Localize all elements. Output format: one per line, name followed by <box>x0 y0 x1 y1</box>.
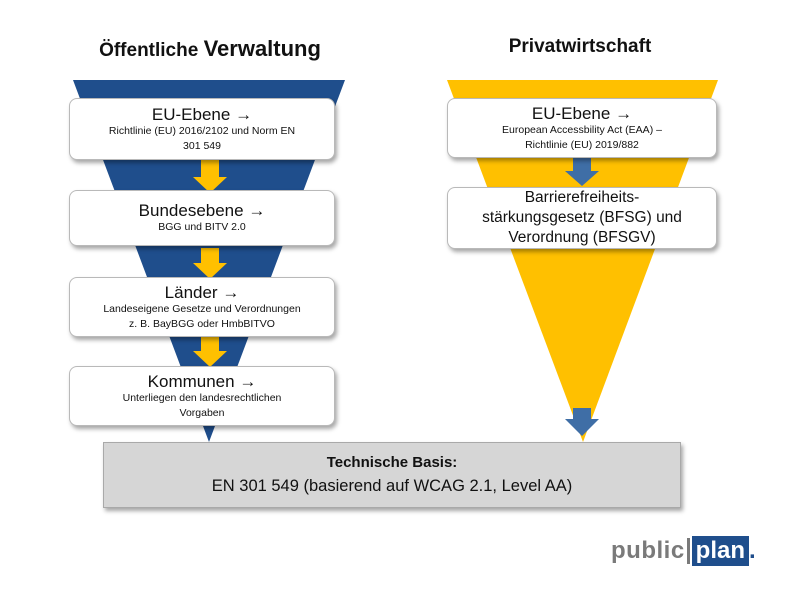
private-bfsg-line-2: stärkungsgesetz (BFSG) und <box>482 209 682 226</box>
arrow-right-icon: → <box>615 103 633 123</box>
public-federal-level-box <box>69 190 335 246</box>
public-title-main: Verwaltung <box>203 36 321 61</box>
private-eu-level-title: EU-Ebene <box>531 103 611 123</box>
public-states-level-box <box>69 277 335 337</box>
private-eu-level-sub-2: Richtlinie (EU) 2019/882 <box>525 138 639 151</box>
private-bfsg-line-3: Verordnung (BFSGV) <box>508 229 656 246</box>
private-bfsg-line-1: Barrierefreiheits- <box>524 189 640 206</box>
public-eu-level-title: EU-Ebene <box>151 104 231 124</box>
logo-text-plan: plan <box>692 536 749 566</box>
arrow-right-icon: → <box>235 104 253 124</box>
private-bfsg-box <box>447 187 717 249</box>
private-sector-title: Privatwirtschaft <box>508 36 652 57</box>
logo-dot: . <box>749 537 756 564</box>
public-states-level-sub-2: z. B. BayBGG oder HmbBITVO <box>129 317 275 330</box>
public-municipal-level-title: Kommunen <box>147 371 235 391</box>
private-eu-level-heading <box>532 104 632 123</box>
technical-basis-box <box>103 442 681 508</box>
public-municipal-level-heading <box>148 372 257 391</box>
arrow-right-icon: → <box>222 282 240 302</box>
logo-text-public: public <box>611 537 685 564</box>
public-municipal-level-sub-1: Unterliegen den landesrechtlichen <box>122 391 282 404</box>
public-federal-level-sub: BGG und BITV 2.0 <box>158 221 246 233</box>
technical-basis-text: EN 301 549 (basierend auf WCAG 2.1, Level AA) <box>211 477 573 495</box>
public-eu-level-sub-1: Richtlinie (EU) 2016/2102 und Norm EN <box>108 124 296 137</box>
logo-divider <box>687 538 690 564</box>
publicplan-logo <box>611 535 756 567</box>
public-title-prefix: Öffentliche <box>99 40 199 61</box>
private-eu-level-sub-1: European Accessbility Act (EAA) – <box>502 123 662 136</box>
public-states-level-heading <box>165 283 240 302</box>
public-municipal-level-sub-2: Vorgaben <box>179 406 225 419</box>
public-eu-level-sub-2: 301 549 <box>183 139 221 152</box>
arrow-right-icon: → <box>239 371 257 391</box>
public-federal-level-title: Bundesebene <box>138 201 244 220</box>
public-eu-level-heading <box>152 105 252 124</box>
arrow-right-icon: → <box>248 201 266 220</box>
private-eu-level-box <box>447 98 717 158</box>
public-states-level-title: Länder <box>164 282 218 302</box>
public-federal-level-heading <box>139 201 266 220</box>
public-municipal-level-box <box>69 366 335 426</box>
public-eu-level-box <box>69 98 335 160</box>
technical-basis-title: Technische Basis: <box>326 454 458 471</box>
public-states-level-sub-1: Landeseigene Gesetze und Verordnungen <box>103 302 301 315</box>
